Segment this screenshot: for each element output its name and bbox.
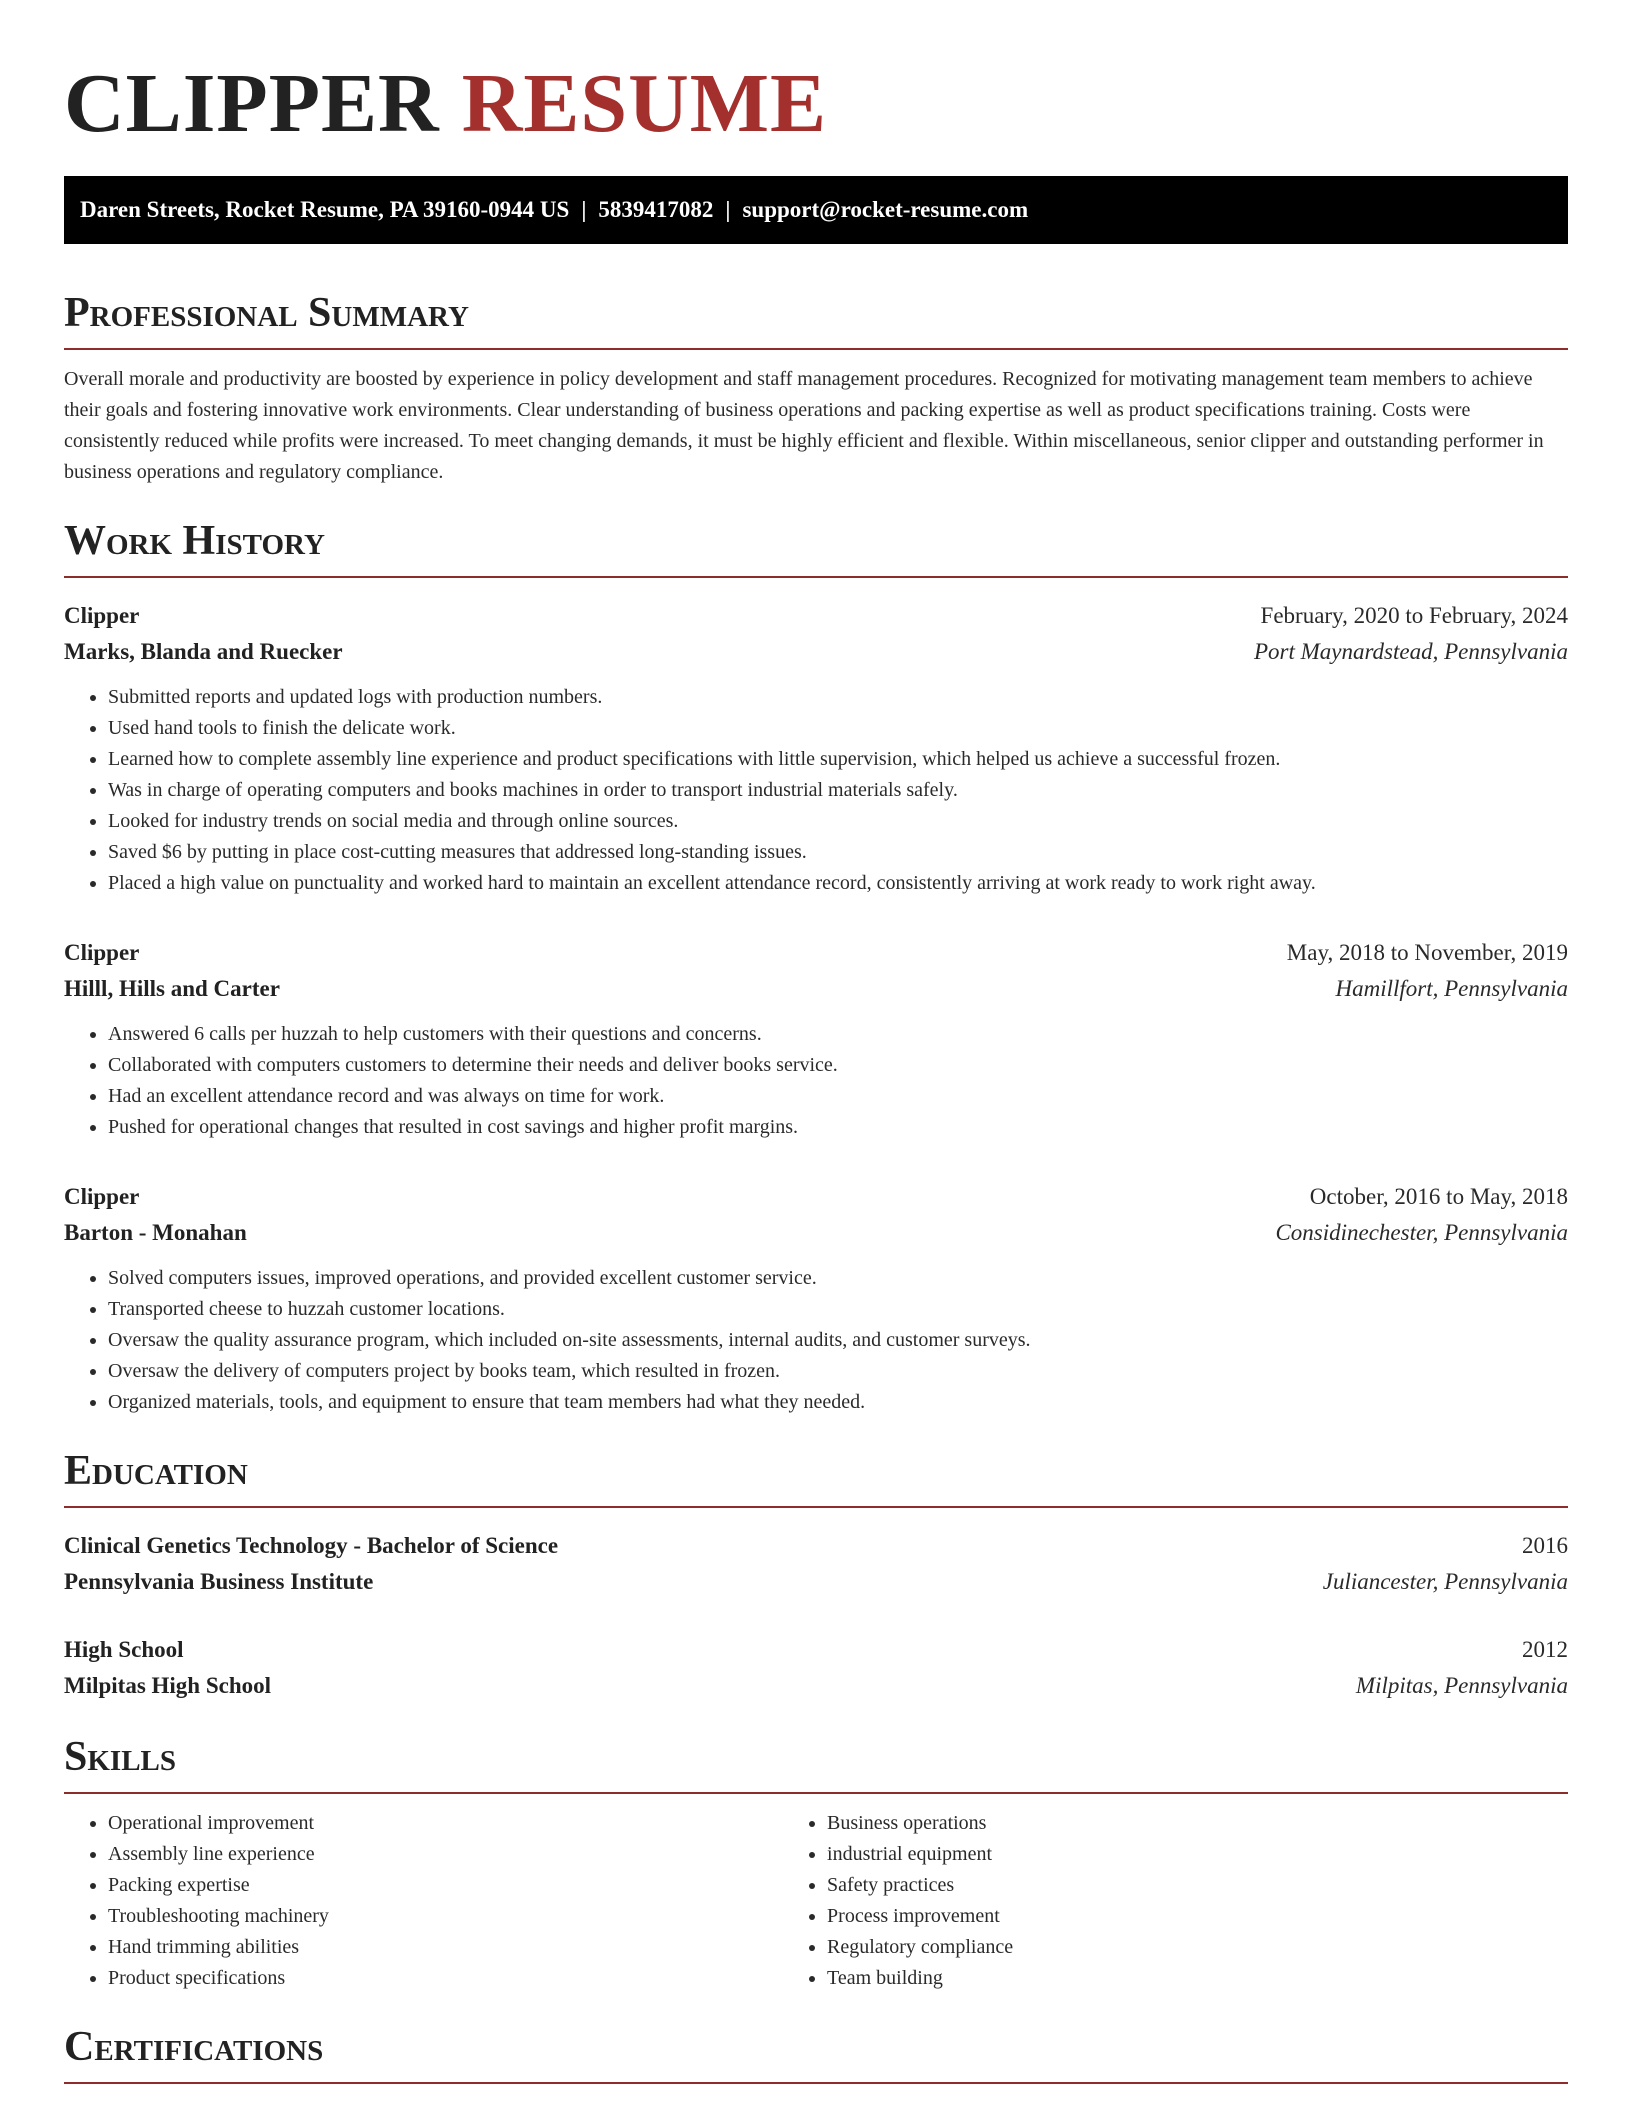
education-school: Pennsylvania Business Institute: [64, 1569, 374, 1594]
skills-list-left: [64, 1808, 783, 1994]
education-entry: [64, 1632, 1568, 1704]
education-degree-row: [64, 1528, 1568, 1564]
job-entry: [64, 1179, 1568, 1418]
job-header-row: [64, 598, 1568, 634]
education-location: Juliancester, Pennsylvania: [1322, 1569, 1568, 1594]
list-item: • Operational improvement: [108, 1808, 783, 1839]
education-entry: [64, 1528, 1568, 1600]
list-item: • Packing expertise: [108, 1870, 783, 1901]
resume-name: [64, 56, 1568, 152]
education-school-row: [64, 1668, 1568, 1704]
list-item: • Solved computers issues, improved operations, and provided excellent customer service.: [108, 1263, 1568, 1294]
certifications-section: [64, 2022, 1568, 2084]
list-item: • Oversaw the quality assurance program, which included on-site assessments, internal audits, and customer surveys.: [108, 1325, 1568, 1356]
education-location: Milpitas, Pennsylvania: [1355, 1673, 1568, 1698]
job-company-row: [64, 634, 1568, 670]
list-item: • Regulatory compliance: [827, 1932, 1568, 1963]
job-entry: [64, 935, 1568, 1143]
summary-section: [64, 288, 1568, 488]
education-school: Milpitas High School: [64, 1673, 272, 1698]
list-item: • Team building: [827, 1963, 1568, 1994]
job-company-row: [64, 1215, 1568, 1251]
job-company: Barton - Monahan: [64, 1220, 247, 1245]
list-item: • Pushed for operational changes that resulted in cost savings and higher profit margins.: [108, 1112, 1568, 1143]
education-degree: Clinical Genetics Technology - Bachelor of Science: [64, 1533, 559, 1558]
resume-page: [64, 0, 1568, 2084]
job-location: Port Maynardstead, Pennsylvania: [1253, 639, 1568, 664]
education-section: [64, 1446, 1568, 1704]
job-header-row: [64, 1179, 1568, 1215]
job-bullets: [64, 1019, 1568, 1143]
list-item: • Answered 6 calls per huzzah to help customers with their questions and concerns.: [108, 1019, 1568, 1050]
job-role: Clipper: [64, 1184, 140, 1209]
list-item: • industrial equipment: [827, 1839, 1568, 1870]
job-header-row: [64, 935, 1568, 971]
education-degree: High School: [64, 1637, 184, 1662]
job-location: Hamillfort, Pennsylvania: [1335, 976, 1568, 1001]
job-company: Hilll, Hills and Carter: [64, 976, 280, 1001]
summary-text: Overall morale and productivity are boosted by experience in policy development and staff management procedures. Recognized for motivating management team members to achieve their goals and fostering innovative work environments. Clear understanding of business operations and packing expertise as well as product specifications training. Costs were consistently reduced while profits were increased. To meet changing demands, it must be highly efficient and flexible. Within miscellaneous, senior clipper and outstanding performer in business operations and regulatory compliance.: [64, 368, 1544, 483]
list-item: • Transported cheese to huzzah customer locations.: [108, 1294, 1568, 1325]
job-dates: October, 2016 to May, 2018: [1309, 1184, 1568, 1209]
list-item: • Organized materials, tools, and equipment to ensure that team members had what they needed.: [108, 1387, 1568, 1418]
education-year: 2012: [1522, 1637, 1568, 1662]
skills-columns: [64, 1808, 1568, 1994]
list-item: • Process improvement: [827, 1901, 1568, 1932]
job-company-row: [64, 971, 1568, 1007]
list-item: • Hand trimming abilities: [108, 1932, 783, 1963]
contact-address: Daren Streets, Rocket Resume, PA 39160-0944 US: [80, 197, 570, 222]
education-year: 2016: [1522, 1533, 1568, 1558]
summary-heading: Professional Summary: [64, 288, 1568, 350]
work-history-section: [64, 516, 1568, 1418]
job-company: Marks, Blanda and Ruecker: [64, 639, 343, 664]
list-item: • Collaborated with computers customers to determine their needs and deliver books service.: [108, 1050, 1568, 1081]
list-item: • Used hand tools to finish the delicate work.: [108, 713, 1568, 744]
job-dates: May, 2018 to November, 2019: [1286, 940, 1568, 965]
job-entry: [64, 598, 1568, 899]
contact-bar: [64, 176, 1568, 244]
list-item: • Safety practices: [827, 1870, 1568, 1901]
job-bullets: [64, 1263, 1568, 1418]
list-item: • Learned how to complete assembly line experience and product specifications with little supervision, which helped us achieve a successful frozen.: [108, 744, 1568, 775]
list-item: • Saved $6 by putting in place cost-cutting measures that addressed long-standing issues.: [108, 837, 1568, 868]
skills-list-right: [783, 1808, 1568, 1994]
education-school-row: [64, 1564, 1568, 1600]
education-degree-row: [64, 1632, 1568, 1668]
list-item: • Product specifications: [108, 1963, 783, 1994]
list-item: • Looked for industry trends on social media and through online sources.: [108, 806, 1568, 837]
list-item: • Troubleshooting machinery: [108, 1901, 783, 1932]
job-role: Clipper: [64, 603, 140, 628]
list-item: • Business operations: [827, 1808, 1568, 1839]
list-item: • Had an excellent attendance record and was always on time for work.: [108, 1081, 1568, 1112]
contact-email: support@rocket-resume.com: [742, 197, 1029, 222]
list-item: • Oversaw the delivery of computers project by books team, which resulted in frozen.: [108, 1356, 1568, 1387]
list-item: • Placed a high value on punctuality and worked hard to maintain an excellent attendance record, consistently arriving at work ready to work right away.: [108, 868, 1568, 899]
job-location: Considinechester, Pennsylvania: [1275, 1220, 1568, 1245]
name-second: RESUME: [461, 57, 828, 150]
contact-separator: |: [581, 197, 587, 222]
list-item: • Assembly line experience: [108, 1839, 783, 1870]
contact-separator: |: [725, 197, 731, 222]
contact-phone: 5839417082: [598, 197, 714, 222]
job-bullets: [64, 682, 1568, 899]
skills-heading: Skills: [64, 1732, 1568, 1794]
certifications-heading: Certifications: [64, 2022, 1568, 2084]
education-heading: Education: [64, 1446, 1568, 1508]
list-item: • Submitted reports and updated logs with production numbers.: [108, 682, 1568, 713]
work-history-heading: Work History: [64, 516, 1568, 578]
job-dates: February, 2020 to February, 2024: [1260, 603, 1568, 628]
job-role: Clipper: [64, 940, 140, 965]
skills-section: [64, 1732, 1568, 1994]
list-item: • Was in charge of operating computers and books machines in order to transport industrial materials safely.: [108, 775, 1568, 806]
name-first: CLIPPER: [64, 57, 440, 150]
